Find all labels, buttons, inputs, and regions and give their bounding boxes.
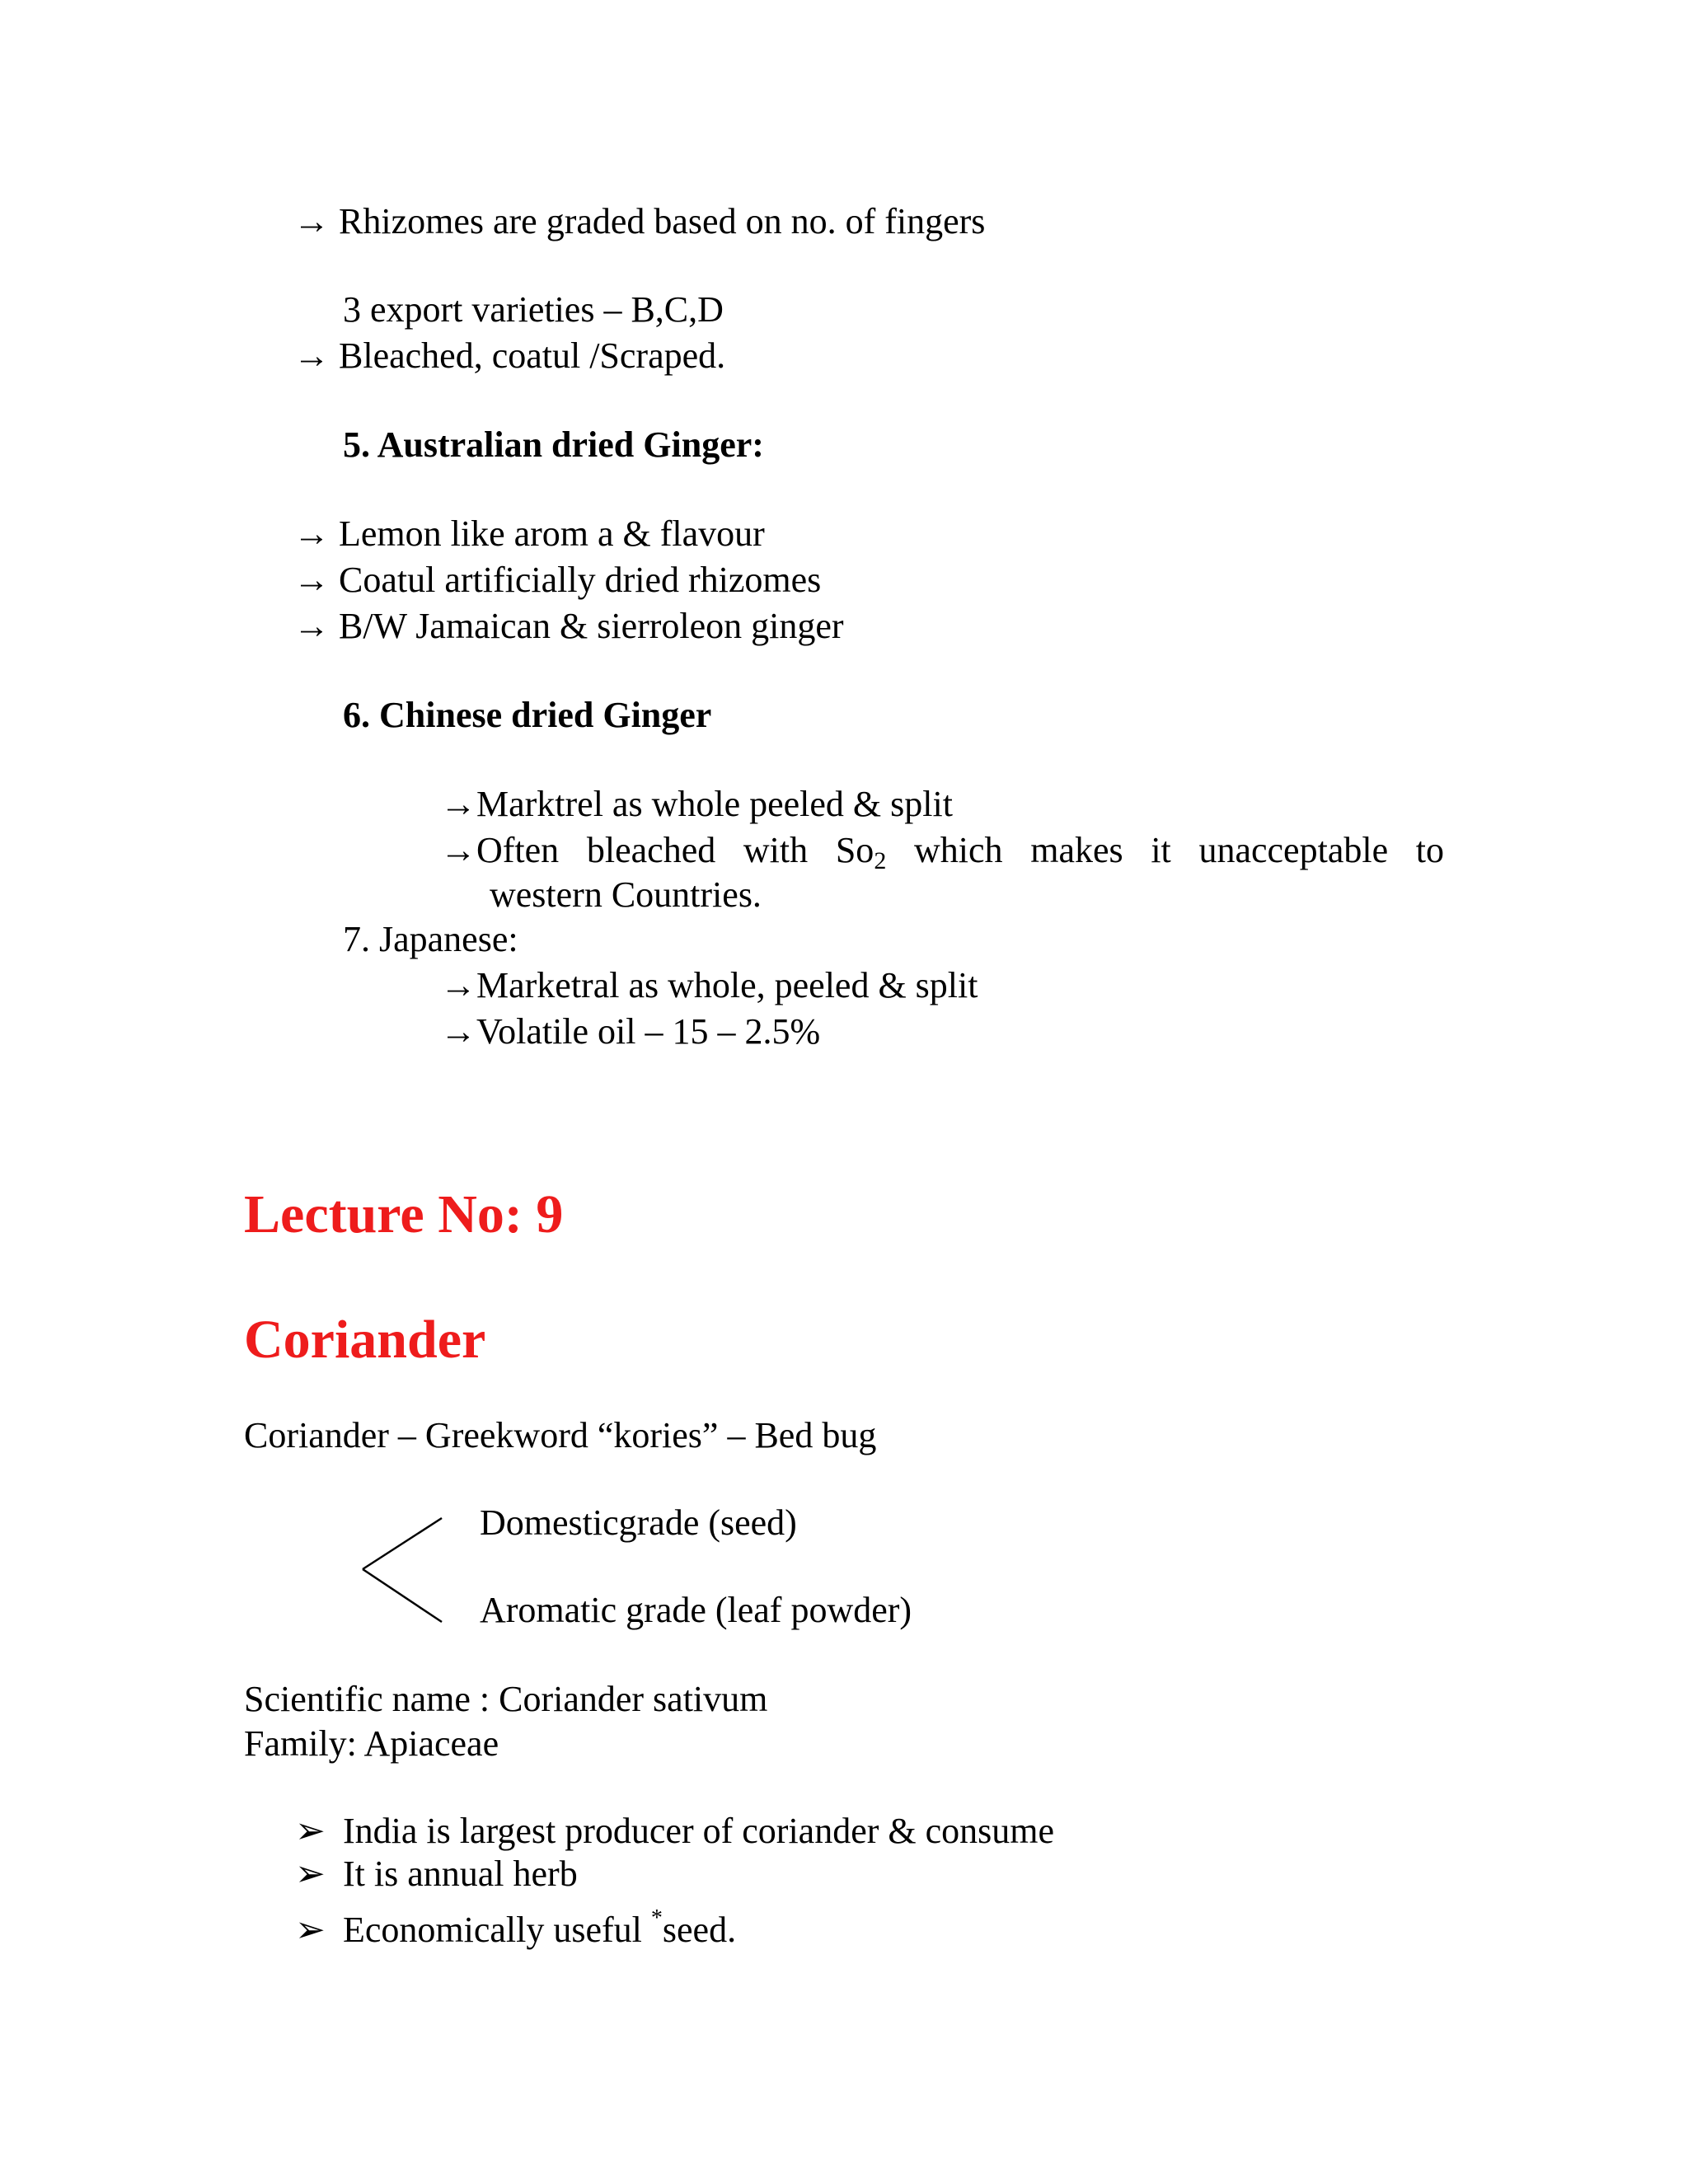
family-name: Family: Apiaceae	[244, 1723, 499, 1764]
japanese-item-text: Volatile oil – 15 – 2.5%	[476, 1011, 821, 1052]
right-arrow-icon: →	[440, 830, 476, 870]
arrowhead-bullet-icon: ➢	[295, 1811, 326, 1851]
australian-item	[293, 511, 765, 557]
coriander-bullet	[295, 1851, 578, 1897]
coriander-bullet-text: It is annual herb	[343, 1854, 578, 1894]
right-arrow-icon: →	[293, 513, 330, 554]
right-arrow-icon: →	[293, 201, 330, 241]
right-arrow-icon: →	[293, 560, 330, 600]
chinese-item-continuation: western Countries.	[490, 874, 762, 915]
chinese-bleach-text-start: Often bleached with So	[476, 830, 874, 870]
rhizome-grading-text: Rhizomes are graded based on no. of fingers	[339, 201, 986, 241]
lecture-topic: Coriander	[244, 1310, 486, 1370]
processing-line	[293, 333, 725, 379]
australian-item-text: Lemon like arom a & flavour	[339, 513, 765, 554]
coriander-bullet-text: India is largest producer of coriander & consume	[343, 1811, 1055, 1851]
coriander-bullet	[295, 1808, 1054, 1854]
right-arrow-icon: →	[440, 1011, 476, 1052]
japanese-item	[440, 1009, 820, 1055]
branch-bracket-icon	[359, 1516, 447, 1624]
export-varieties-line: 3 export varieties – B,C,D	[343, 289, 724, 330]
japanese-item	[440, 963, 978, 1009]
australian-item-text: Coatul artificially dried rhizomes	[339, 560, 822, 600]
coriander-bullet	[295, 1896, 736, 1953]
lecture-title: Lecture No: 9	[244, 1184, 564, 1244]
chinese-bleach-text-end: which makes it unacceptable to	[886, 830, 1445, 870]
australian-item	[293, 603, 844, 649]
chinese-item-text: Marktrel as whole peeled & split	[476, 784, 953, 824]
japanese-heading: 7. Japanese:	[343, 919, 518, 959]
asterisk-superscript: *	[650, 1905, 663, 1931]
grade-aromatic: Aromatic grade (leaf powder)	[480, 1590, 912, 1630]
right-arrow-icon: →	[293, 335, 330, 376]
grade-domestic: Domesticgrade (seed)	[480, 1502, 797, 1543]
so2-subscript: 2	[874, 847, 887, 874]
right-arrow-icon: →	[440, 965, 476, 1005]
right-arrow-icon: →	[293, 606, 330, 646]
coriander-bullet-text-end: seed.	[662, 1910, 737, 1950]
chinese-heading: 6. Chinese dried Ginger	[343, 695, 712, 735]
chinese-item	[440, 781, 953, 827]
japanese-item-text: Marketral as whole, peeled & split	[476, 965, 978, 1005]
right-arrow-icon: →	[440, 784, 476, 824]
scientific-name: Scientific name : Coriander sativum	[244, 1679, 768, 1719]
coriander-etymology: Coriander – Greekword “kories” – Bed bug	[244, 1415, 877, 1455]
australian-item	[293, 557, 821, 603]
australian-heading: 5. Australian dried Ginger:	[343, 424, 764, 465]
australian-item-text: B/W Jamaican & sierroleon ginger	[339, 606, 844, 646]
arrowhead-bullet-icon: ➢	[295, 1854, 326, 1894]
processing-text: Bleached, coatul /Scraped.	[339, 335, 726, 376]
coriander-bullet-text-start: Economically useful	[343, 1910, 651, 1950]
arrowhead-bullet-icon: ➢	[295, 1910, 326, 1950]
rhizome-grading-line	[293, 199, 985, 245]
